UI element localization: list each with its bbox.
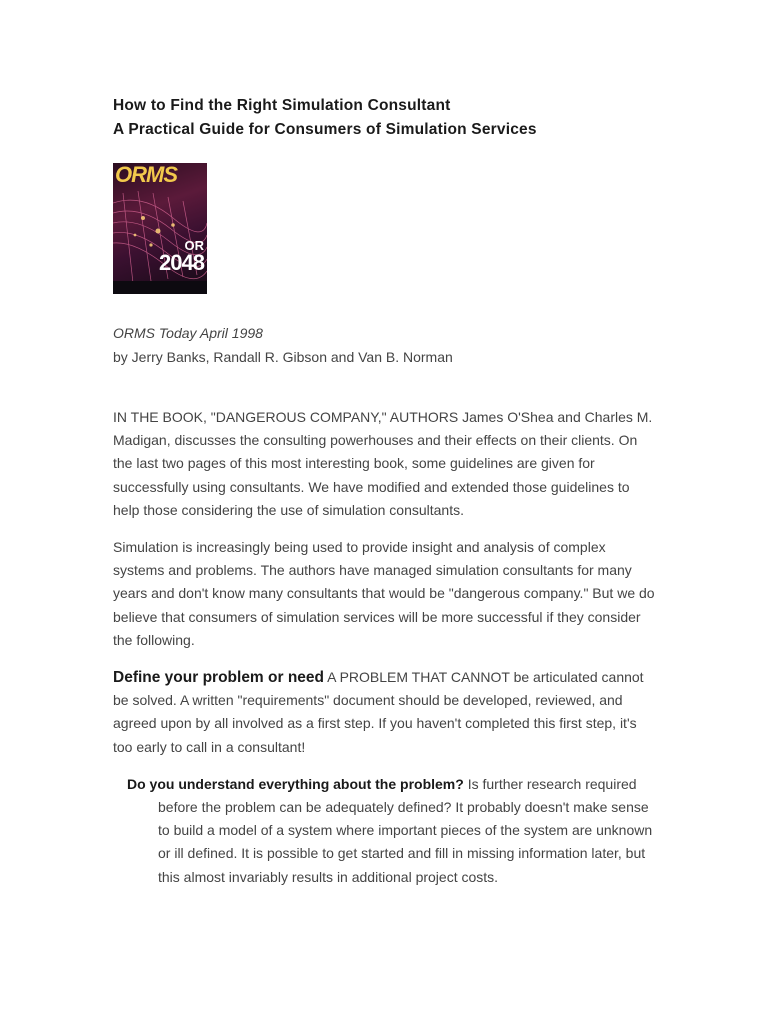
section-define-problem — [113, 666, 658, 759]
title-line-2: A Practical Guide for Consumers of Simulation Services — [113, 121, 537, 138]
cover-logo: ORMS — [115, 163, 177, 187]
byline — [113, 321, 658, 369]
cover-issue-prefix: OR — [184, 238, 204, 253]
cover-issue-year: 2048 — [159, 250, 204, 275]
section-text: A PROBLEM THAT CANNOT be articulated cannot be solved. A written "requirements" document should be developed, reviewed, and agreed upon by all involved as a first step. If you haven't completed this first step, it's too early to call in a consultant! — [113, 669, 644, 755]
subsection-text: Is further research required before the problem can be adequately defined? It probably doesn't make sense to build a model of a system where important pieces of the system are unknown or ill defined. It is possible to get started and fill in missing information later, but this almost invariably results in additional project costs. — [158, 775, 653, 885]
magazine-cover-image — [113, 163, 207, 294]
paragraph-intro: IN THE BOOK, "DANGEROUS COMPANY," AUTHORS James O'Shea and Charles M. Madigan, discusses the consulting powerhouses and their effects on their clients. On the last two pages of this most interesting book, some guidelines are given for successfully using consultants. We have modified and extended those guidelines to help those considering the use of simulation consultants. — [113, 409, 653, 518]
section-heading: Define your problem or need — [113, 669, 325, 687]
article-title — [113, 94, 658, 142]
title-line-1: How to Find the Right Simulation Consultant — [113, 97, 451, 114]
publication-source: ORMS Today April 1998 — [113, 325, 263, 341]
authors: by Jerry Banks, Randall R. Gibson and Van B. Norman — [113, 349, 453, 365]
subsection-understand-problem — [113, 773, 658, 889]
article — [113, 94, 658, 903]
subsection-heading: Do you understand everything about the problem? — [127, 775, 464, 792]
cover-issue-title — [159, 239, 204, 274]
paragraph-simulation: Simulation is increasingly being used to provide insight and analysis of complex systems and problems. The authors have managed simulation consultants for many years and don't know many consultants that would be "dangerous company." But we do believe that consumers of simulation services will be more successful if they consider the following. — [113, 539, 655, 648]
